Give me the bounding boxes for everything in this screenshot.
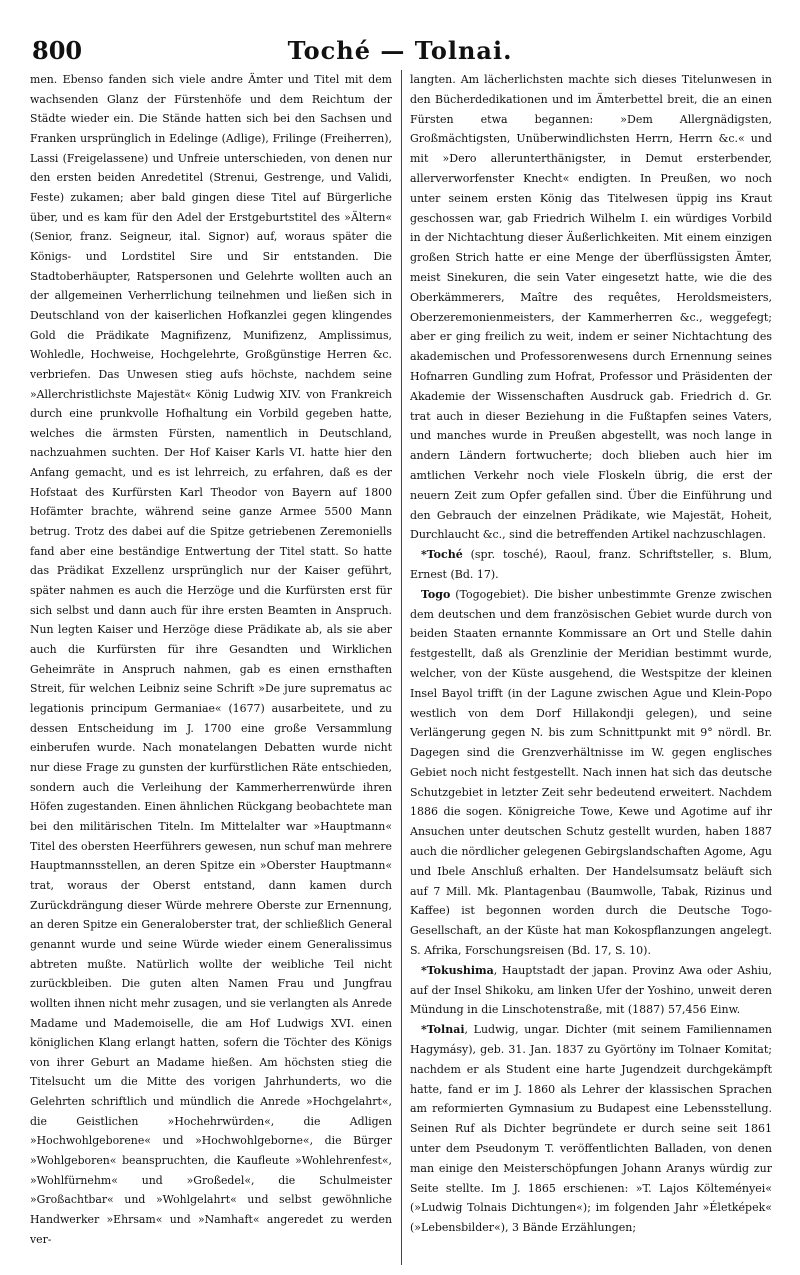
entry-lemma: *Toché (421, 548, 463, 562)
entry-text: , Ludwig, ungar. Dichter (mit seinem Familiennamen Hagymásy), geb. 31. Jan. 1837 zu Györtöny im Tolnaer Komitat; nachdem er als Student eine harte Jugendzeit durchgekämpft hatte, fand er im J. 1860 als Lehrer der klassischen Sprachen am reformierten Gymnasium zu Budapest eine Lebensstellung. Seinen Ruf als Dichter begründete er durch seine seit 1861 unter dem Pseudonym T. veröffentlichten Balladen, von denen man einige den Meisterschöpfungen Johann Aranys würdig zur Seite stellte. Im J. 1865 erschienen: »T. Lajos Költeményei« (»Ludwig Tolnais Dichtungen«); im folgenden Jahr »Életképek« (»Lebensbilder«), 3 Bände Erzählungen; (410, 1023, 772, 1235)
entry-text: , Hauptstadt der japan. Provinz Awa oder Ashiu, auf der Insel Shikoku, am linken Ufer der Yoshino, unweit deren Mündung in die Linschotenstraße, mit (1887) 57,456 Einw. (410, 963, 772, 1017)
entry-lemma: *Tokushima (421, 963, 494, 977)
entry-text: (Togogebiet). Die bisher unbestimmte Grenze zwischen dem deutschen und dem französischen Gebiet wurde durch von beiden Staaten ernannte Kommissare an Ort und Stelle dahin festgestellt, daß als Grenzlinie der Meridian bestimmt wurde, welcher, von der Küste ausgehend, die Westspitze der kleinen Insel Bayol trifft (in der Lagune zwischen Ague und Klein-Popo westlich von dem Dorf Hillakondji gelegen), und seine Verlängerung gegen N. bis zum Schnittpunkt mit 9° nördl. Br. Dagegen sind die Grenzverhältnisse im W. gegen englisches Gebiet noch nicht festgestellt. Nach innen hat sich das deutsche Schutzgebiet in letzter Zeit sehr bedeutend erweitert. Nachdem 1886 die sogen. Königreiche Towe, Kewe und Agotime auf ihr Ansuchen unter deutschen Schutz gestellt wurden, haben 1887 auch die nördlicher gelegenen Gebirgslandschaften Agome, Agu und Ibele Anschluß erhalten. Der Handelsumsatz beläuft sich auf 7 Mill. Mk. Plantagenbau (Baumwolle, Tabak, Rizinus und Kaffee) ist begonnen worden durch die Deutsche Togo-Gesellschaft, an der Küste hat man Kokospflanzungen angelegt. S. Afrika, Forschungsreisen (Bd. 17, S. 10). (410, 587, 772, 958)
entry-tolnai (410, 1020, 772, 1238)
right-column-body (410, 70, 772, 1238)
entry-lemma: *Tolnai (421, 1023, 465, 1037)
column-divider (401, 70, 402, 1265)
running-head: Toché — Tolnai. (287, 36, 513, 65)
page-number: 800 (32, 36, 83, 65)
entry-lemma: Togo (421, 587, 451, 601)
page-header (32, 36, 768, 72)
entry-toche (410, 545, 772, 585)
entry-togo (410, 585, 772, 961)
left-column (30, 70, 392, 1265)
entry-tokushima (410, 961, 772, 1020)
right-column (410, 70, 772, 1265)
right-column-intro: langten. Am lächerlichsten machte sich dieses Titelunwesen in den Bücherdedikationen und im Ämterbettel breit, die an einen Fürsten etwa begannen: »Dem Allergnädigsten, Großmächtigsten, Unüberwindlichsten Herrn, Herrn &c.« und mit »Dero allerunterthänigster, in Demut ersterbender, allerverworfenster Knecht« endigten. In Preußen, wo noch unter seinem ersten König das Titelwesen üppig ins Kraut geschossen war, gab Friedrich Wilhelm I. ein würdiges Vorbild in der Nichtachtung dieser Äußerlichkeiten. Mit einem einzigen großen Strich hatte er eine Menge der überflüssigsten Ämter, meist Sinekuren, die sein Vater eingesetzt hatte, wie die des Oberkämmerers, Maître des requêtes, Heroldsmeisters, Oberzeremonienmeisters, der Kammerherren &c., weggefegt; aber er ging freilich zu weit, indem er seiner Nichtachtung des akademischen und Professorenwesens durch Ernennung seines Hofnarren Gundling zum Hofrat, Professor und Präsidenten der Akademie der Wissenschaften Ausdruck gab. Friedrich d. Gr. trat auch in dieser Beziehung in die Fußtapfen seines Vaters, und manches wurde in Preußen abgestellt, was noch lange in andern Ländern fortwucherte; doch blieben auch hier im amtlichen Verkehr noch viele Floskeln übrig, die erst der neuern Zeit zum Opfer gefallen sind. Über die Einführung und den Gebrauch der einzelnen Prädikate, wie Majestät, Hoheit, Durchlaucht &c., sind die betreffenden Artikel nachzuschlagen. (410, 73, 772, 542)
entry-text: (spr. tosché), Raoul, franz. Schriftsteller, s. Blum, Ernest (Bd. 17). (410, 548, 772, 581)
left-column-text: men. Ebenso fanden sich viele andre Ämter und Titel mit dem wachsenden Glanz der Fürstenhöfe und dem Reichtum der Städte wieder ein. Die Stände hatten sich bei den Sachsen und Franken ursprünglich in Edelinge (Adlige), Frilinge (Freiherren), Lassi (Freigelassene) und Unfreie unterschieden, von denen nur den ersten beiden Anredetitel (Strenui, Gestrenge, und Validi, Feste) zukamen; aber bald gingen diese Titel auf Bürgerliche über, und es kam für den Adel der Erstgeburtstitel des »Ältern« (Senior, franz. Seigneur, ital. Signor) auf, woraus später die Königs- und Lordstitel Sire und Sir entstanden. Die Stadtoberhäupter, Ratspersonen und Gelehrte wollten auch an der allgemeinen Verherrlichung teilnehmen und ließen sich in Deutschland von der kaiserlichen Hofkanzlei gegen klingendes Gold die Prädikate Magnifizenz, Munifizenz, Amplissimus, Wohledle, Hochweise, Hochgelehrte, Großgünstige Herren &c. verbriefen. Das Unwesen stieg aufs höchste, nachdem seine »Allerchristlichste Majestät« König Ludwig XIV. von Frankreich durch eine prunkvolle Hofhaltung ein Vorbild gegeben hatte, welches die ärmsten Fürsten, namentlich in Deutschland, nachzuahmen suchten. Der Hof Kaiser Karls VI. hatte hier den Anfang gemacht, und es ist lehrreich, zu erfahren, daß es der Hofstaat des Kurfürsten Karl Theodor von Bayern auf 1800 Hofämter brachte, während seine ganze Armee 5500 Mann betrug. Trotz des dabei auf die Spitze getriebenen Zeremoniells fand aber eine beständige Entwertung der Titel statt. So hatte das Prädikat Exzellenz ursprünglich nur der Kaiser geführt, später nahmen es auch die Herzöge und die Kurfürsten erst für sich selbst und dann auch für ihre ersten Beamten in Anspruch. Nun legten Kaiser und Herzöge diese Prädikate ab, als sie aber auch die Kurfürsten für ihre Gesandten und Wirklichen Geheimräte in Anspruch nahmen, gab es einen ernsthaften Streit, für welchen Leibniz seine Schrift »De jure suprematus ac legationis principum Germaniae« (1677) ausarbeitete, und zu dessen Entscheidung im J. 1700 eine große Versammlung einberufen wurde. Nach monatelangen Debatten wurde nicht nur diese Frage zu gunsten der kurfürstlichen Räte entschieden, sondern auch die Verleihung der Kammerherrenwürde ihren Höfen zugestanden. Einen ähnlichen Rückgang beobachtete man bei den militärischen Titeln. Im Mittelalter war »Hauptmann« Titel des obersten Heerführers gewesen, nun schuf man mehrere Hauptmannsstellen, an deren Spitze ein »Oberster Hauptmann« trat, woraus der Oberst entstand, dann kamen durch Zurückdrängung dieser Würde mehrere Oberste zur Ernennung, an deren Spitze ein Generaloberster trat, der schließlich General genannt wurde und seine Würde wieder einem Generalissimus abtreten mußte. Natürlich wollte der weibliche Teil nicht zurückbleiben. Die guten alten Namen Frau und Jungfrau wollten ihnen nicht mehr zusagen, und sie verlangten als Anrede Madame und Mademoiselle, die am Hof Ludwigs XVI. einen königlichen Klang erlangt hatten, sofern die Töchter des Königs von ihrer Geburt an Madame hießen. Am höchsten stieg die Titelsucht um die Mitte des vorigen Jahrhunderts, wo die Gelehrten schriftlich und mündlich die Anrede »Hochgelahrt«, die Geistlichen »Hochehrwürden«, die Adligen »Hochwohlgeborene« und »Hochwohlgeborne«, die Bürger »Wohlgeboren« beanspruchten, die Kaufleute »Wohlehrenfest«, »Wohlfürnehm« und »Großedel«, die Schulmeister »Großachtbar« und »Wohlgelahrt« und selbst gewöhnliche Handwerker »Ehrsam« und »Namhaft« angeredet zu werden ver- (30, 73, 392, 1246)
